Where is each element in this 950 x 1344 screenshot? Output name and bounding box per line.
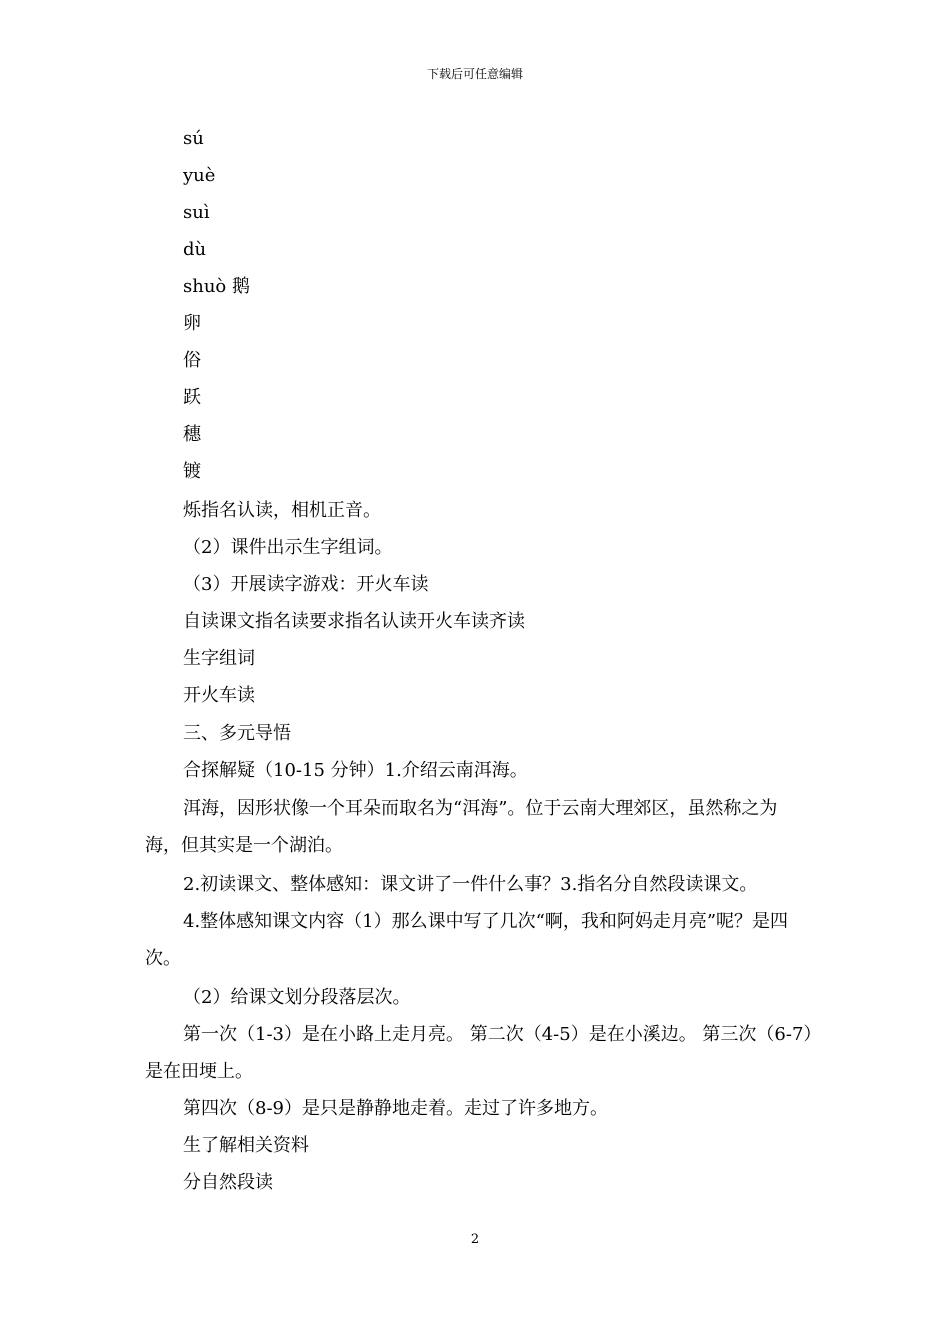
text-line: yuè [183,165,216,186]
text-line: 卵 [183,313,201,334]
text-line: 镀 [183,461,201,482]
text-line: 合探解疑（10-15 分钟）1.介绍云南洱海。 [183,760,528,781]
paragraph: 4.整体感知课文内容（1）那么课中写了几次“啊，我和阿妈走月亮”呢？是四次。 [145,911,789,969]
page-number: 2 [470,1232,480,1247]
paragraph: 2.初读课文、整体感知：课文讲了一件什么事？3.指名分自然段读课文。 [183,874,758,895]
text-line: dù [183,239,207,260]
paragraph: （2）给课文划分段落层次。 [183,987,411,1008]
text-line: 开火车读 [183,685,255,706]
paragraph: 洱海，因形状像一个耳朵而取名为“洱海”。位于云南大理郊区，虽然称之为海，但其实是一个湖泊。 [145,798,778,856]
text-line: 跃 [183,387,201,408]
text-line: 生字组词 [183,648,255,669]
text-line: suì [183,202,210,223]
text-line: 生了解相关资料 [183,1135,309,1156]
paragraph: 第一次（1-3）是在小路上走月亮。 第二次（4-5）是在小溪边。 第三次（6-7）是在田埂上。 [145,1024,813,1082]
text-line: 烁指名认读，相机正音。 [183,500,381,521]
page-header: 下载后可任意编辑 [426,67,523,81]
text-line: （2）课件出示生字组词。 [183,537,393,558]
text-line: 第四次（8-9）是只是静静地走着。走过了许多地方。 [183,1098,608,1119]
text-line: shuò 鹅 [183,276,250,297]
text-line: 俗 [183,350,201,371]
text-line: （3）开展读字游戏：开火车读 [183,574,429,595]
text-line: 分自然段读 [183,1172,273,1193]
text-line: 穗 [183,424,201,445]
text-line: 自读课文指名读要求指名认读开火车读齐读 [183,611,525,632]
section-heading: 三、多元导悟 [183,723,291,744]
text-line: sú [183,128,204,149]
